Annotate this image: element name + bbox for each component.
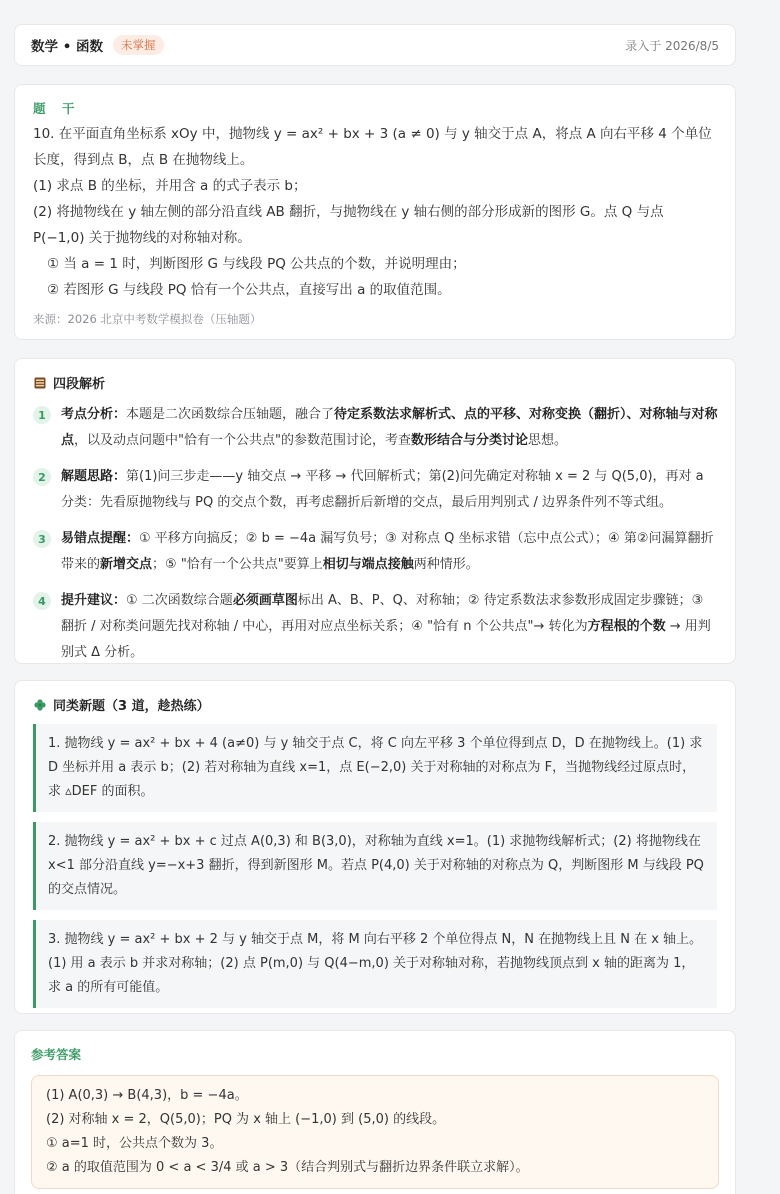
similar-title <box>33 695 717 714</box>
emphasis-text: 相切与端点接触 <box>322 557 414 572</box>
analysis-item-text <box>61 402 719 454</box>
question-line: ① 当 a = 1 时，判断图形 G 与线段 PQ 公共点的个数，并说明理由； <box>47 256 466 272</box>
answer-line: (1) A(0,3) → B(4,3)，b = −4a。 <box>46 1088 248 1103</box>
step-number-badge: 3 <box>33 530 51 548</box>
emphasis-text: 易错点提醒： <box>61 531 140 546</box>
emphasis-text: 必须画草图 <box>232 593 298 608</box>
analysis-item-text <box>61 464 719 516</box>
similar-problem-3[interactable]: 3. 抛物线 y = ax² + bx + 2 与 y 轴交于点 M，将 M 向右平移 2 个单位得点 N，N 在抛物线上且 N 在 x 轴上。(1) 用 a 表示 b 并求对称轴；(2) 点 P(m,0) 与 Q(4−m,0) 关于对称轴对称，若抛物线顶点到 x 轴的距离为 1，求 a 的所有可能值。 <box>33 920 717 1008</box>
analysis-item-3 <box>33 526 719 578</box>
question-label: 题 干 <box>33 101 77 116</box>
step-number-badge: 4 <box>33 592 51 610</box>
emphasis-text: 数形结合与分类讨论 <box>410 433 528 448</box>
analysis-card <box>14 358 736 664</box>
analysis-title-text: 四段解析 <box>53 377 106 392</box>
analysis-item-text <box>61 588 719 666</box>
analysis-item-1 <box>33 402 719 454</box>
body-text: ① 二次函数综合题 <box>126 593 233 608</box>
step-number-badge: 1 <box>33 406 51 424</box>
similar-title-text: 同类新题（3 道，趁热练） <box>53 699 210 714</box>
question-line: (1) 求点 B 的坐标，并用含 a 的式子表示 b； <box>33 178 307 194</box>
answer-line: (2) 对称轴 x = 2，Q(5,0)；PQ 为 x 轴上 (−1,0) 到 (5,0) 的线段。 <box>46 1112 446 1127</box>
emphasis-text: 方程根的个数 <box>587 619 666 634</box>
record-date: 录入于 2026/8/5 <box>625 38 719 53</box>
answer-line: ① a=1 时，公共点个数为 3。 <box>46 1136 223 1151</box>
step-number-badge: 2 <box>33 468 51 486</box>
question-line: 长度，得到点 B，点 B 在抛物线上。 <box>33 152 254 168</box>
similar-problem-1[interactable]: 1. 抛物线 y = ax² + bx + 4 (a≠0) 与 y 轴交于点 C，将 C 向左平移 3 个单位得到点 D，D 在抛物线上。(1) 求 D 坐标并用 a 表示 b；(2) 若对称轴为直线 x=1，点 E(−2,0) 关于对称轴的对称点为 F，当抛物线经过原点时，求 ▵DEF 的面积。 <box>33 724 717 812</box>
question-line: 10. 在平面直角坐标系 xOy 中，抛物线 y = ax² + bx + 3 (a ≠ 0) 与 y 轴交于点 A，将点 A 向右平移 4 个单位 <box>33 126 712 142</box>
body-text: 两种情形。 <box>413 557 479 572</box>
answer-line: ② a 的取值范围为 0 < a < 3/4 或 a > 3（结合判别式与翻折边界条件联立求解）。 <box>46 1160 529 1175</box>
clover-icon <box>33 698 47 712</box>
analysis-item-text <box>61 526 719 578</box>
emphasis-text: 解题思路： <box>61 469 127 484</box>
question-line: (2) 将抛物线在 y 轴左侧的部分沿直线 AB 翻折，与抛物线在 y 轴右侧的部分形成新的图形 G。点 Q 与点 <box>33 204 664 220</box>
analysis-item-2 <box>33 464 719 516</box>
similar-problem-2[interactable]: 2. 抛物线 y = ax² + bx + c 过点 A(0,3) 和 B(3,0)，对称轴为直线 x=1。(1) 求抛物线解析式；(2) 将抛物线在 x<1 部分沿直线 y=−x+3 翻折，得到新图形 M。若点 P(4,0) 关于对称轴的对称点为 Q，判断图形 M 与线段 PQ 的交点情况。 <box>33 822 717 910</box>
emphasis-text: 新增交点 <box>100 557 153 572</box>
question-source: 来源：2026 北京中考数学模拟卷（压轴题） <box>33 312 262 326</box>
answer-box <box>31 1075 719 1189</box>
body-text: ，以及动点问题中"恰有一个公共点"的参数范围讨论，考查 <box>74 433 411 448</box>
answer-card <box>14 1030 736 1194</box>
emphasis-text: 提升建议： <box>61 593 127 608</box>
body-text: 思想。 <box>528 433 568 448</box>
body-text: ① 平移方向搞反；② b = −4a 漏写负号；③ 对称点 Q 坐标求错（忘中点公式）；④ 第②问漏算翻折带来的 <box>61 531 714 572</box>
book-icon <box>33 376 47 390</box>
status-badge[interactable]: 未掌握 <box>113 35 164 55</box>
subject-label: 数学 • 函数 <box>31 39 104 55</box>
question-line: ② 若图形 G 与线段 PQ 恰有一个公共点，直接写出 a 的取值范围。 <box>47 282 451 298</box>
analysis-title <box>33 373 719 392</box>
emphasis-text: 待定系数法求解析式、点的平移、对称变换（翻折）、对称轴与对称点 <box>61 407 718 448</box>
analysis-item-4 <box>33 588 719 666</box>
similar-problems-card <box>14 680 736 1014</box>
header-card <box>14 24 736 66</box>
body-text: ；⑤ "恰有一个公共点"要算上 <box>152 557 323 572</box>
body-text: 标出 A、B、P、Q、对称轴；② 待定系数法求参数形成固定步骤链；③ 翻折 / 对称类问题先找对称轴 / 中心，再用对应点坐标关系；④ "恰有 n 个公共点"→ 转化为 <box>61 593 704 634</box>
body-text: 本题是二次函数综合压轴题，融合了 <box>126 407 335 422</box>
emphasis-text: 考点分析： <box>61 407 127 422</box>
answer-label: 参考答案 <box>31 1047 82 1062</box>
body-text: → 用判别式 Δ 分析。 <box>61 619 711 660</box>
question-card <box>14 84 736 340</box>
question-line: P(−1,0) 关于抛物线的对称轴对称。 <box>33 230 251 246</box>
body-text: 第(1)问三步走——y 轴交点 → 平移 → 代回解析式；第(2)问先确定对称轴 x = 2 与 Q(5,0)，再对 a 分类：先看原抛物线与 PQ 的交点个数，再考虑翻折后新增的交点，最后用判别式 / 边界条件列不等式组。 <box>61 469 704 510</box>
